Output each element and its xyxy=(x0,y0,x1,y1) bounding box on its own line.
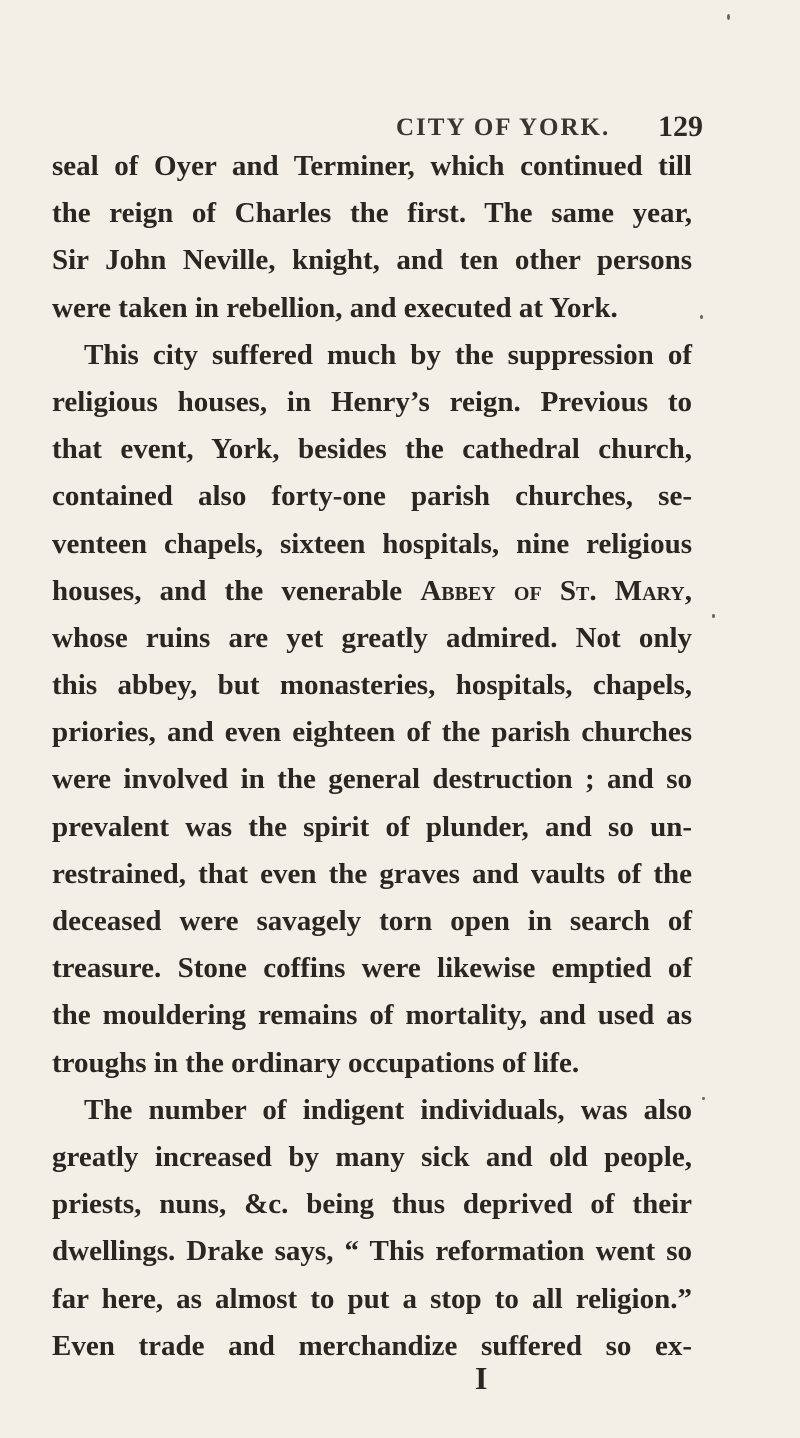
text-line: were taken in rebellion, and executed at York. xyxy=(52,291,618,324)
text-line: this abbey, but monasteries, hospitals, chapels, xyxy=(52,669,692,702)
ink-speck xyxy=(700,315,703,319)
text-line: treasure. Stone coffins were likewise emptied of xyxy=(52,952,692,985)
text-line: prevalent was the spirit of plunder, and so un- xyxy=(52,810,692,843)
text-line: far here, as almost to put a stop to all religion.” xyxy=(52,1282,692,1315)
text-line: religious houses, in Henry’s reign. Previous to xyxy=(52,385,692,418)
text-line: Sir John Neville, knight, and ten other persons xyxy=(52,244,692,277)
text-line: Even trade and merchandize suffered so ex- xyxy=(52,1329,692,1362)
text-line: troughs in the ordinary occupations of life. xyxy=(52,1046,580,1079)
text-line: that event, York, besides the cathedral church, xyxy=(52,433,692,466)
text-line: whose ruins are yet greatly admired. Not only xyxy=(52,621,692,654)
text-line: venteen chapels, sixteen hospitals, nine religious xyxy=(52,527,692,560)
text-line: contained also forty-one parish churches, se- xyxy=(52,480,692,513)
ink-speck xyxy=(702,1097,705,1100)
ink-speck xyxy=(712,614,715,618)
text-line: priories, and even eighteen of the parish churches xyxy=(52,716,692,749)
text-line: priests, nuns, &c. being thus deprived of their xyxy=(52,1188,692,1221)
small-caps-phrase: Abbey of St. Mary xyxy=(420,574,685,607)
text-line: houses, and the venerable Abbey of St. Mary, xyxy=(52,574,692,607)
signature-mark: I xyxy=(475,1360,488,1396)
text-line: were involved in the general destruction ; and so xyxy=(52,763,692,796)
text-line: seal of Oyer and Terminer, which continued till xyxy=(52,150,692,182)
ink-speck xyxy=(727,14,730,20)
text-line: the reign of Charles the first. The same year, xyxy=(52,197,692,230)
body-text xyxy=(52,143,692,1370)
text-line: The number of indigent individuals, was also xyxy=(84,1093,692,1126)
text-line: the mouldering remains of mortality, and used as xyxy=(52,999,692,1032)
running-title: CITY OF YORK. xyxy=(396,114,611,141)
text-line: greatly increased by many sick and old people, xyxy=(52,1140,692,1173)
text-line: dwellings. Drake says, “ This reformation went so xyxy=(52,1235,692,1268)
page-number: 129 xyxy=(658,110,703,143)
text-line: This city suffered much by the suppression of xyxy=(84,338,692,371)
text-line: deceased were savagely torn open in search of xyxy=(52,905,692,937)
text-line: restrained, that even the graves and vaults of the xyxy=(52,857,692,890)
